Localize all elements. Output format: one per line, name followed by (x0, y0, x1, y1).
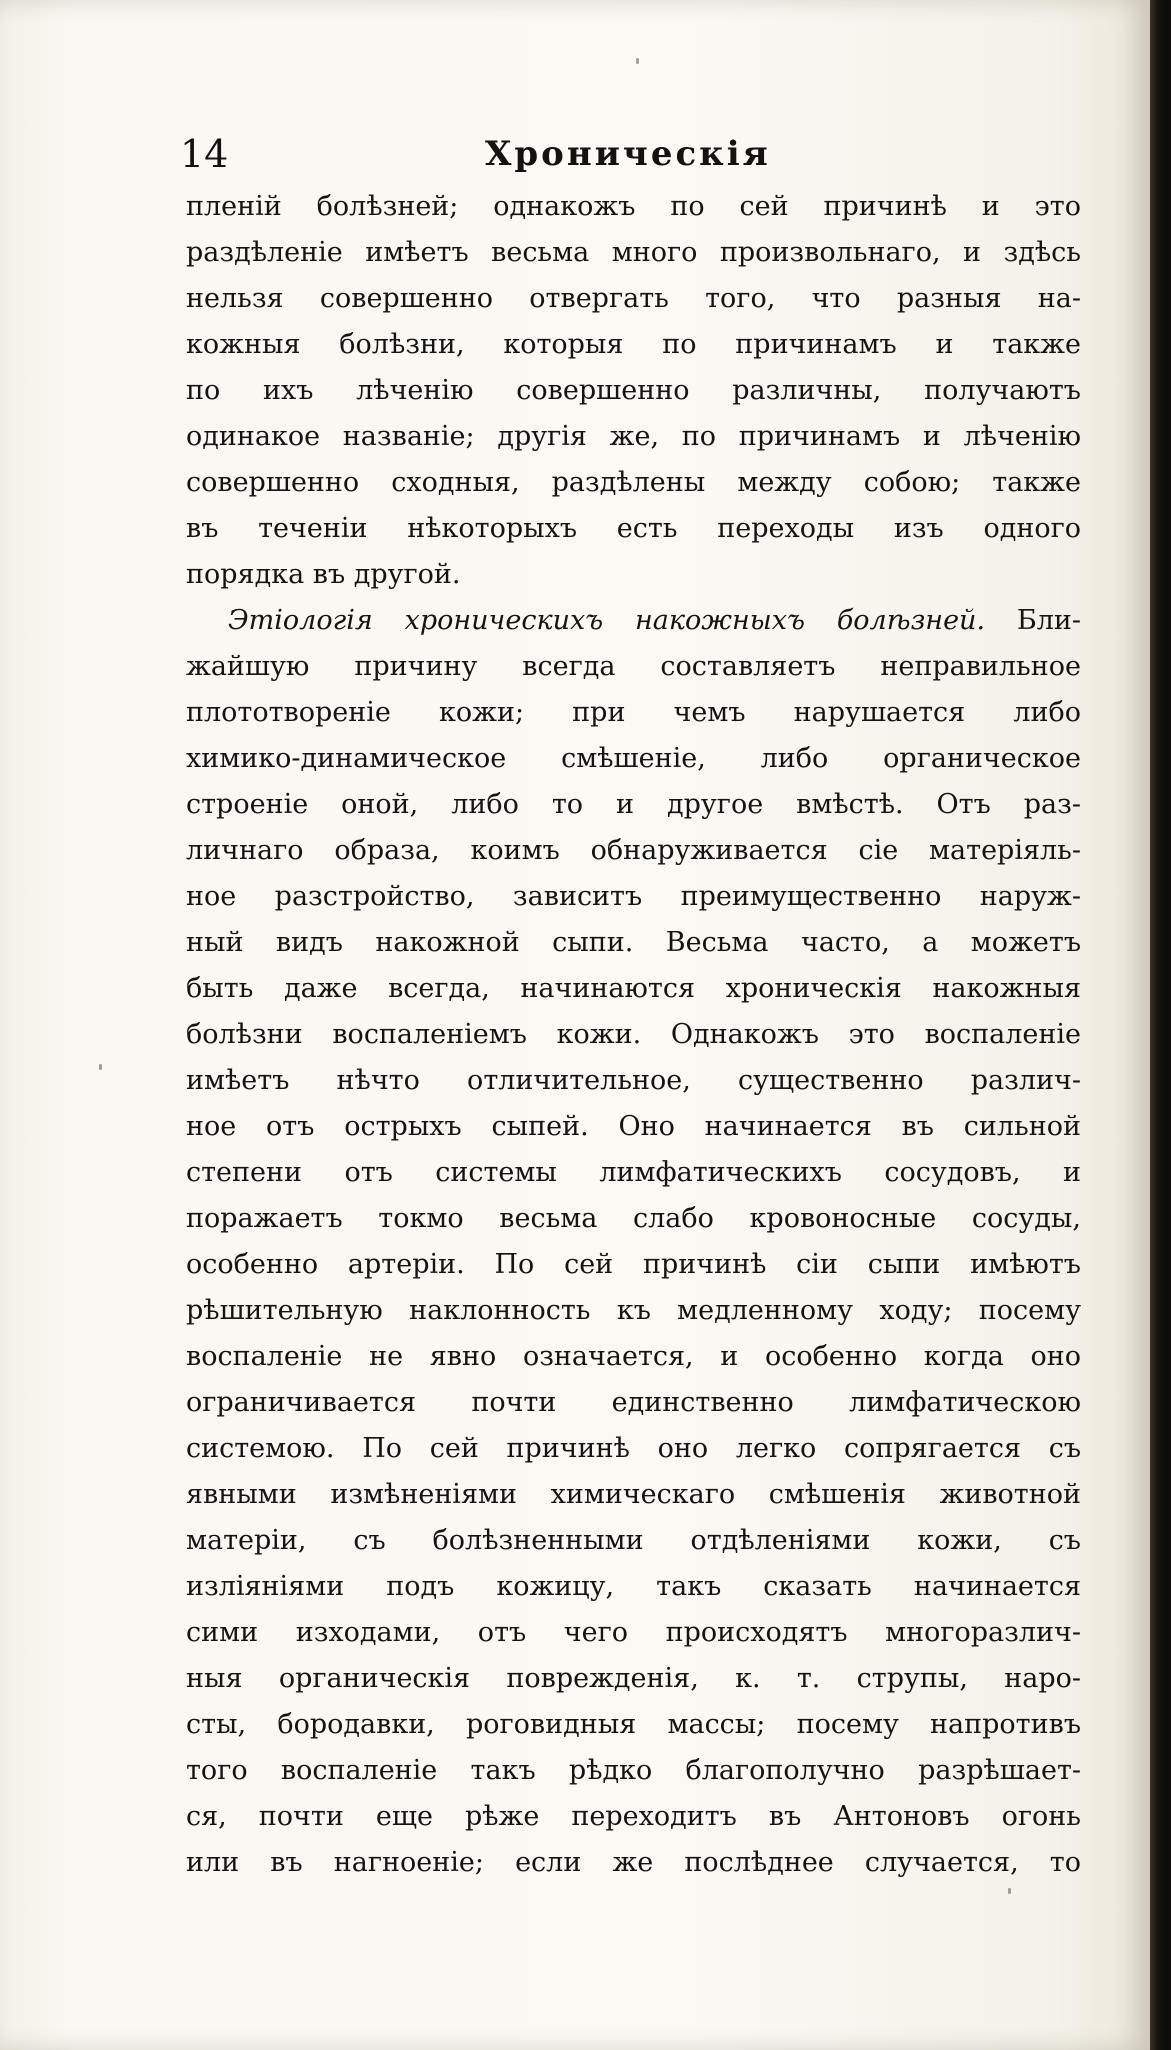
text-line: или въ нагноеніе; если же послѣднее случается, то (186, 1847, 1081, 1878)
paper-speck (636, 58, 639, 64)
paragraph-heading: Этіологія хроническихъ накожныхъ болѣзней. (228, 605, 986, 636)
text-line: ся, почти еще рѣже переходитъ въ Антоновъ огонь (186, 1801, 1081, 1832)
page-binding-edge (1150, 0, 1171, 2050)
text-line: поражаетъ токмо весьма слабо кровоносные сосуды, (186, 1203, 1081, 1234)
text-line: ныя органическія поврежденія, к. т. струпы, наро- (186, 1663, 1081, 1694)
text-line: порядка въ другой. (186, 559, 461, 590)
text-line: ограничивается почти единственно лимфатическою (186, 1387, 1081, 1418)
text-line: сими изходами, отъ чего происходятъ многоразлич- (186, 1617, 1081, 1648)
text-line: степени отъ системы лимфатическихъ сосудовъ, и (186, 1157, 1081, 1188)
text-line: одинакое названіе; другія же, по причинамъ и лѣченію (186, 421, 1081, 452)
text-line: ное разстройство, зависитъ преимущественно наруж- (186, 881, 1081, 912)
text-line: системою. По сей причинѣ оно легко сопрягается съ (186, 1433, 1081, 1464)
text-line: химико-динамическое смѣшеніе, либо органическое (186, 743, 1081, 774)
text-line: быть даже всегда, начинаются хроническія накожныя (186, 973, 1081, 1004)
text-line: болѣзни воспаленіемъ кожи. Однакожъ это воспаленіе (186, 1019, 1081, 1050)
text-line: явными измѣненіями химическаго смѣшенія животной (186, 1479, 1081, 1510)
text-fragment: Бли- (985, 605, 1081, 636)
text-line: рѣшительную наклонность къ медленному ходу; посему (186, 1295, 1081, 1326)
page-header (180, 124, 1080, 184)
text-line: того воспаленіе такъ рѣдко благополучно разрѣшает- (186, 1755, 1081, 1786)
text-line: особенно артеріи. По сей причинѣ сіи сыпи имѣютъ (186, 1249, 1081, 1280)
paragraph-heading-line (186, 598, 1081, 644)
text-line: строеніе оной, либо то и другое вмѣстѣ. Отъ раз- (186, 789, 1081, 820)
running-title: Хроническія (485, 134, 771, 174)
text-line: раздѣленіе имѣетъ весьма много произвольнаго, и здѣсь (186, 237, 1081, 268)
paper-speck (1008, 1888, 1011, 1894)
text-line: по ихъ лѣченію совершенно различны, получаютъ (186, 375, 1081, 406)
text-line: жайшую причину всегда составляетъ неправильное (186, 651, 1081, 682)
text-line: ный видъ накожной сыпи. Весьма часто, а можетъ (186, 927, 1081, 958)
text-line: плототвореніе кожи; при чемъ нарушается либо (186, 697, 1081, 728)
text-line: сты, бородавки, роговидныя массы; посему напротивъ (186, 1709, 1081, 1740)
text-line: пленій болѣзней; однакожъ по сей причинѣ и это (186, 191, 1081, 222)
text-line: личнаго образа, коимъ обнаруживается сіе матеріяль- (186, 835, 1081, 866)
text-line: матеріи, съ болѣзненными отдѣленіями кожи, съ (186, 1525, 1081, 1556)
text-line: ное отъ острыхъ сыпей. Оно начинается въ сильной (186, 1111, 1081, 1142)
page-number: 14 (180, 132, 229, 176)
text-line: совершенно сходныя, раздѣлены между собою; также (186, 467, 1081, 498)
text-line: изліяніями подъ кожицу, такъ сказать начинается (186, 1571, 1081, 1602)
text-line: кожныя болѣзни, которыя по причинамъ и также (186, 329, 1081, 360)
text-line: въ теченіи нѣкоторыхъ есть переходы изъ одного (186, 513, 1081, 544)
text-line: нельзя совершенно отвергать того, что разныя на- (186, 283, 1081, 314)
paper-speck (99, 1064, 102, 1070)
text-line: воспаленіе не явно означается, и особенно когда оно (186, 1341, 1081, 1372)
text-line: имѣетъ нѣчто отличительное, существенно различ- (186, 1065, 1081, 1096)
body-text (186, 184, 1081, 1886)
